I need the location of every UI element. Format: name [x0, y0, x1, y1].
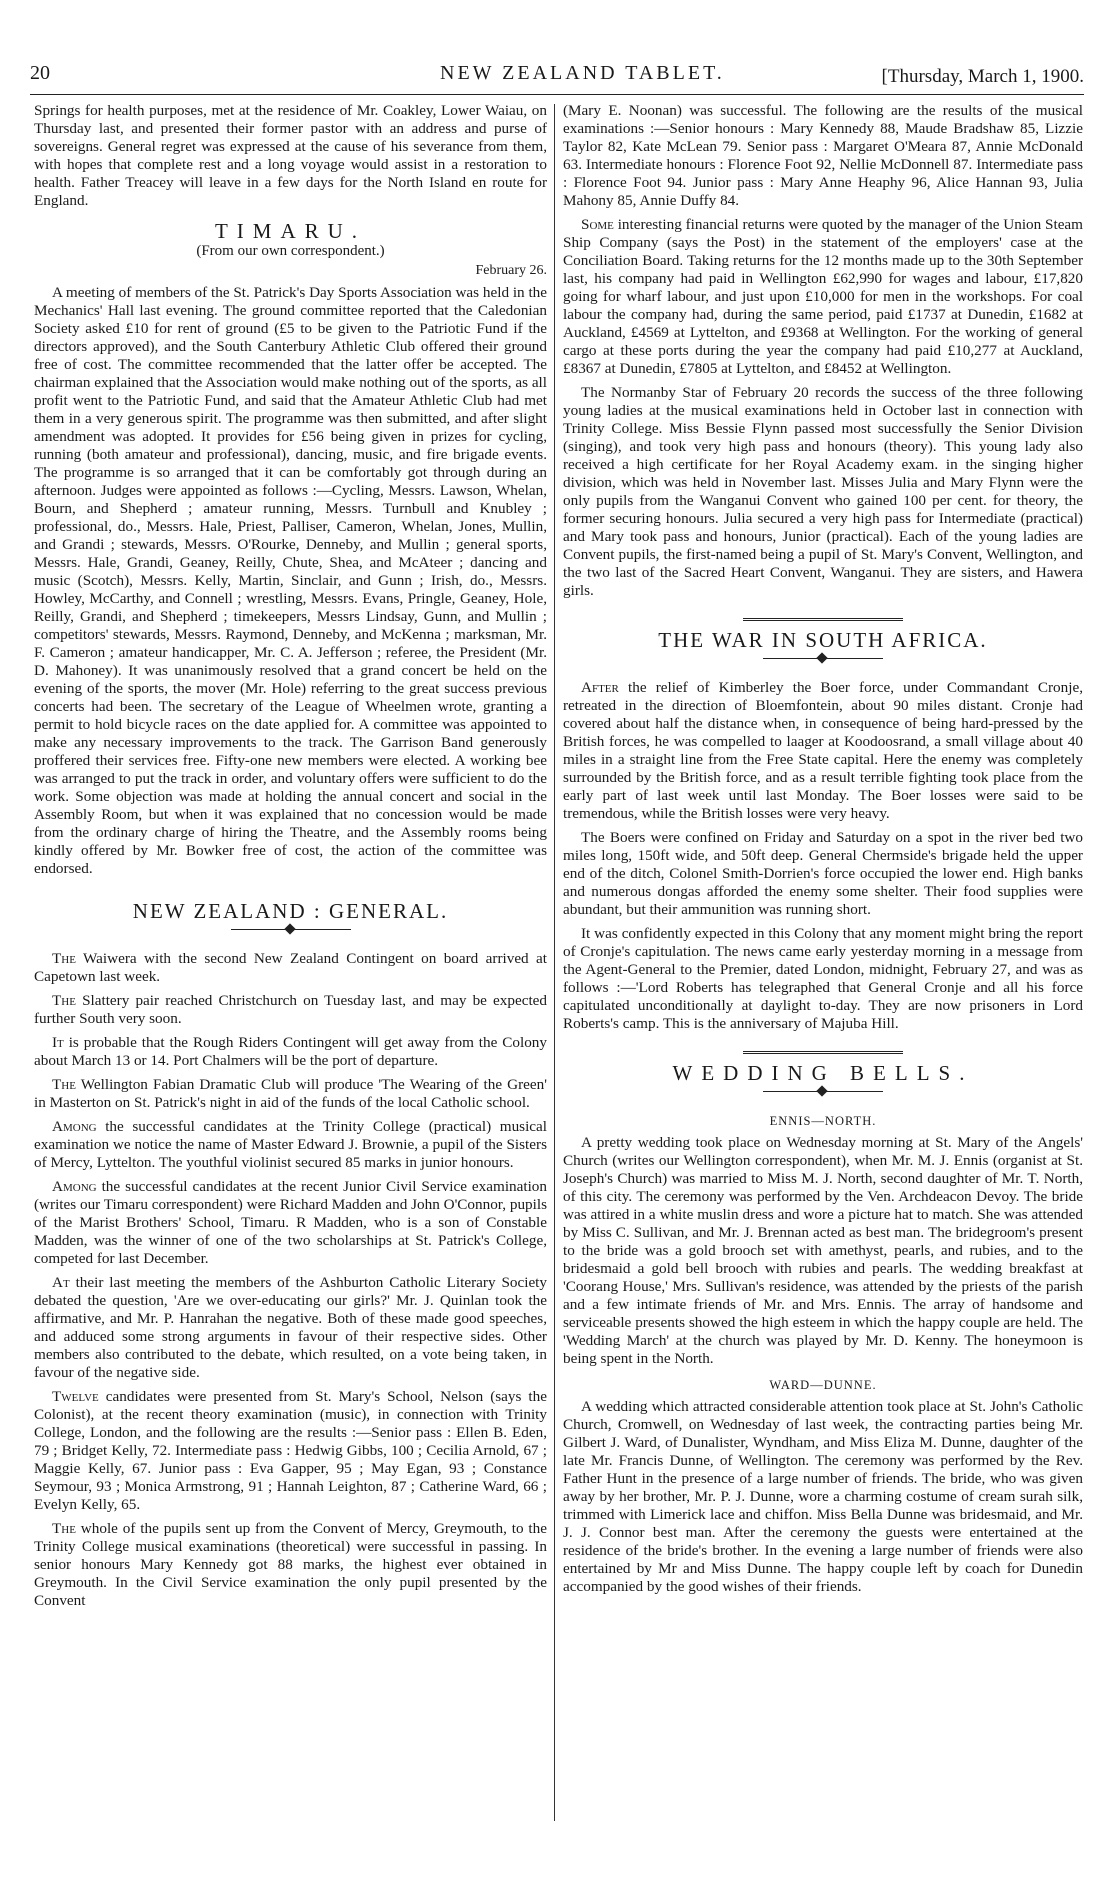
nz-general-item: It is probable that the Rough Riders Contingent will get away from the Colony about March 13 or 14. Port Chalmers will be the port of departure.: [34, 1034, 547, 1069]
financial-paragraph: Some interesting financial returns were quoted by the manager of the Union Steam Ship Company (says the Post) in the statement of the employers' case at the Conciliation Board. Taking returns for the 12 months made up to the 30th September last, his company had paid in Wellington £62,990 for wages and labour, £17,820 going for wharf labour, and just upon £10,000 for men in the workshops. For coal labour the company had, during the same period, paid £1737 at Dunedin, £1682 at Auckland, £4569 at Lyttelton, and £9368 at Wellington. For the working of general cargo at these ports during the year the company had paid £10,277 at Auckland, £8367 at Dunedin, £7805 at Lyttelton, and £8452 at Wellington.: [563, 216, 1083, 377]
timaru-dateline: February 26.: [475, 263, 547, 278]
war-paragraph: It was confidently expected in this Colony that any moment might bring the report of Cronje's capitulation. The news came early yesterday morning in a message from the Agent-General to the Premier, dated London, midnight, February 27, and was as follows :—'Lord Roberts has telegraphed that General Cronje and all his force capitulated unconditionally at daylight to-day. They are now prisoners in Lord Roberts's camp. This is the anniversary of Majuba Hill.: [563, 925, 1083, 1032]
nz-general-item: Among the successful candidates at the recent Junior Civil Service examination (writes our Timaru correspondent) were Richard Madden and John O'Connor, pupils of the Marist Brothers' School, Timaru. R Madden, who is a son of Constable Madden, was the winner of one of the two scholarships at St. Patrick's College, competed for last December.: [34, 1178, 547, 1267]
wedding-heading: WEDDING BELLS.: [672, 1061, 974, 1085]
section-rule: [743, 618, 903, 623]
timaru-heading: TIMARU.: [214, 219, 367, 243]
section-ornament: [763, 653, 883, 665]
nz-general-item: The Waiwera with the second New Zealand Contingent on board arrived at Capetown last week.: [34, 950, 547, 985]
nz-general-item: The Slattery pair reached Christchurch on Tuesday last, and may be expected further South very soon.: [34, 992, 547, 1027]
timaru-paragraph: A meeting of members of the St. Patrick's Day Sports Association was held in the Mechanics' Hall last evening. The ground committee reported that the Caledonian Society asked £10 for rent of ground (£5 to be given to the Patriotic Fund if the directors approved), and the South Canterbury Athletic Club offered their ground free of cost. The committee recommended that the latter offer be accepted. The chairman explained that the Association would make nothing out of the sports, as all profit went to the Patriotic Fund, and said that the Amateur Athletic Club had met them in a very generous spirit. The programme was then submitted, and after slight amendment was adopted. It provides for £56 being given in prizes for cycling, running (both amateur and professional), dancing, music, and fire brigade events. The programme is so arranged that it can be comfortably got through during an afternoon. Judges were appointed as follows :—Cycling, Messrs. Lawson, Whelan, Bourn, and Shepherd ; amateur running, Messrs. Turnbull and Knubley ; professional, do., Messrs. Hale, Priest, Palliser, Cameron, Whelan, Jones, Mullin, and Grandi ; stewards, Messrs. O'Rourke, Denneby, and Mullin ; general sports, Messrs. Hale, Grandi, Geaney, Reilly, Chute, Shea, and McAteer ; dancing and music (Scotch), Messrs. Kelly, Martin, Sinclair, and Gunn ; Irish, do., Messrs. Howley, McCarthy, and Connell ; wrestling, Messrs. Evans, Pringle, Geaney, Hole, Reilly, Grandi, and Shepherd ; timekeepers, Messrs Lindsay, Gunn, and Mullin ; competitors' stewards, Messrs. Raymond, Denneby, and McKenna ; marksman, Mr. F. Cameron ; amateur handicapper, Mr. C. A. Jefferson ; referee, the President (Mr. D. Mahoney). It was unanimously resolved that a grand concert be held on the evening of the sports, the mover (Mr. Hole) referring to the great success previous concerts had been. The secretary of the League of Wheelmen wrote, granting a permit to hold bicycle races on the date applied for. A committee was appointed to make any necessary improvements to the track. The Garrison Band generously proffered their services free. Fifty-one new members were elected. A working bee was arranged to put the track in order, and voluntary offers were sufficient to do the work. Some objection was made at holding the annual concert and social in the Assembly Room, but when it was explained that no concession would be made from the ordinary charge of hiring the Theatre, and the Assembly rooms being kindly offered by Mr. Bowker free of cost, the action of the committee was endorsed.: [34, 284, 547, 877]
section-rule: [743, 1051, 903, 1056]
normanby-paragraph: The Normanby Star of February 20 records the success of the three following young ladies at the musical examinations held in October last in connection with Trinity College. Miss Bessie Flynn passed most successfully the Senior Division (singing), and took very high pass and honours (theory). This young lady also received a high certificate for her Royal Academy exam. in the singing higher division, which was held in November last. Misses Julia and Mary Flynn were the only pupils from the Wanganui Convent who gained 100 per cent. for theory, the former securing honours. Julia secured a very high pass for Intermediate (practical) and Mary took pass and honours, Junior (practical). Each of the young ladies are Convent pupils, the first-named being a pupil of St. Mary's Convent, Wellington, and the two last of the Sacred Heart Convent, Wanganui. They are sisters, and Hawera girls.: [563, 384, 1083, 599]
left-column: [34, 102, 547, 1821]
war-heading: THE WAR IN SOUTH AFRICA.: [658, 628, 988, 652]
nz-general-item: The whole of the pupils sent up from the Convent of Mercy, Greymouth, to the Trinity College musical examinations (theoretical) were successful in passing. In senior honours Mary Kennedy got 88 marks, the highest ever obtained in Greymouth. In the Civil Service examination the only pupil presented by the Convent: [34, 1520, 547, 1609]
section-ornament: [231, 924, 351, 936]
column-divider: [554, 104, 555, 1821]
wedding-subheading: ENNIS—NORTH.: [769, 1114, 877, 1128]
nz-general-item: Twelve candidates were presented from St. Mary's School, Nelson (says the Colonist), at the recent theory examination (music), in connection with Trinity College, London, and the following are the results :—Senior pass : Ellen B. Eden, 79 ; Bridget Kelly, 72. Intermediate pass : Hedwig Gibbs, 100 ; Cecilia Arnold, 67 ; Maggie Kelly, 67. Junior pass : Eva Gapper, 95 ; May Egan, 93 ; Constance Seymour, 93 ; Monica Armstrong, 91 ; Hannah Leighton, 87 ; Catherine Ward, 66 ; Evelyn Kelly, 65.: [34, 1388, 547, 1513]
publication-title: NEW ZEALAND TABLET.: [440, 62, 725, 84]
issue-date: [Thursday, March 1, 1900.: [881, 66, 1084, 87]
timaru-subheading: (From our own correspondent.): [196, 243, 385, 259]
nz-general-item: Among the successful candidates at the Trinity College (practical) musical examination we notice the name of Master Edward J. Brownie, a pupil of the Sisters of Mercy, Lyttelton. The youthful violinist secured 85 marks in junior honours.: [34, 1118, 547, 1171]
page-number: 20: [30, 62, 50, 84]
nz-general-heading: NEW ZEALAND : GENERAL.: [132, 899, 449, 923]
right-column: [563, 102, 1083, 1821]
intro-paragraph: Springs for health purposes, met at the residence of Mr. Coakley, Lower Waiau, on Thursday last, and presented their former pastor with an address and purse of sovereigns. General regret was expressed at the cause of his severance from them, with hopes that complete rest and a long voyage would assist in a restoration to health. Father Treacey will leave in a few days for the North Island en route for England.: [34, 102, 547, 209]
wedding-paragraph: A pretty wedding took place on Wednesday morning at St. Mary of the Angels' Church (writes our Wellington correspondent), when Mr. M. J. Ennis (organist at St. Joseph's Church) was married to Miss M. J. North, second daughter of Mr. T. North, of this city. The ceremony was performed by the Ven. Archdeacon Devoy. The bride was attired in a white muslin dress and wore a picture hat to match. She was attended by Miss C. Sullivan, and Mr. J. Brennan acted as best man. The bridegroom's present to the bride was a gold brooch set with amethyst, pearls, and rubies, and to the bridesmaid a gold bell brooch with rubies and pearls. The wedding breakfast at 'Coorang House,' Mrs. Sullivan's residence, was attended by the priests of the parish and a few intimate friends of Mr. and Mrs. Ennis. The array of handsome and serviceable presents showed the high esteem in which the happy couple are held. The 'Wedding March' at the church was played by Mr. D. Kenny. The honeymoon is being spent in the North.: [563, 1134, 1083, 1367]
nz-general-item: At their last meeting the members of the Ashburton Catholic Literary Society debated the question, 'Are we over-educating our girls?' Mr. J. Quinlan took the affirmative, and Mr. P. Hanrahan the negative. Both of these made good speeches, and adduced some strong arguments in favour of their respective sides. Other members also contributed to the debate, which resulted, on a vote being taken, in favour of the negative side.: [34, 1274, 547, 1381]
nz-general-item: The Wellington Fabian Dramatic Club will produce 'The Wearing of the Green' in Masterton on St. Patrick's night in aid of the funds of the local Catholic school.: [34, 1076, 547, 1111]
section-ornament: [763, 1086, 883, 1098]
wedding-subheading: WARD—DUNNE.: [769, 1378, 877, 1392]
wedding-paragraph: A wedding which attracted considerable attention took place at St. John's Catholic Church, Cromwell, on Wednesday of last week, the contracting parties being Mr. Gilbert J. Ward, of Dunalister, Wyndham, and Miss Eliza M. Dunne, daughter of the late Mr. Francis Dunne, of Wellington. The ceremony was performed by the Rev. Father Hunt in the presence of a large number of friends. The bride, who was given away by her brother, Mr. P. J. Dunne, wore a charming costume of cream surah silk, trimmed with Limerick lace and chiffon. Miss Bella Dunne was bridesmaid, and Mr. J. J. Connor best man. After the ceremony the guests were entertained at the residence of the bride's brother. In the evening a large number of friends were also entertained by Mr and Miss Dunne. The happy couple left by coach for Dunedin accompanied by the good wishes of their friends.: [563, 1398, 1083, 1595]
masthead: [30, 56, 1084, 95]
war-paragraph: The Boers were confined on Friday and Saturday on a spot in the river bed two miles long, 150ft wide, and 50ft deep. General Chermside's brigade held the upper end of the ditch, Colonel Smith-Dorrien's force occupied the lower end. High banks and numerous dongas afforded the enemy some shelter. Their food supplies were abundant, but their ammunition was running short.: [563, 829, 1083, 918]
war-paragraph: After the relief of Kimberley the Boer force, under Commandant Cronje, retreated in the direction of Bloemfontein, about 90 miles distant. Cronje had covered about half the distance when, in consequence of being hard-pressed by the British forces, he was compelled to laager at Koodoosrand, a small village about 40 miles in a straight line from the Free State capital. Here the enemy was completely surrounded by the British force, and as a result terrible fighting took place from the early part of last week until last Monday. The Boer losses were said to be tremendous, while the British losses were very heavy.: [563, 679, 1083, 822]
continued-paragraph: (Mary E. Noonan) was successful. The following are the results of the musical examinations :—Senior honours : Mary Kennedy 88, Maude Bradshaw 85, Lizzie Taylor 82, Kate McLean 79. Senior pass : Margaret O'Meara 87, Annie McDonald 63. Intermediate honours : Florence Foot 92, Nellie McDonnell 87. Intermediate pass : Florence Foot 94. Junior pass : Mary Anne Heaphy 96, Alice Hannan 93, Julia Mahony 85, Annie Duffy 84.: [563, 102, 1083, 209]
